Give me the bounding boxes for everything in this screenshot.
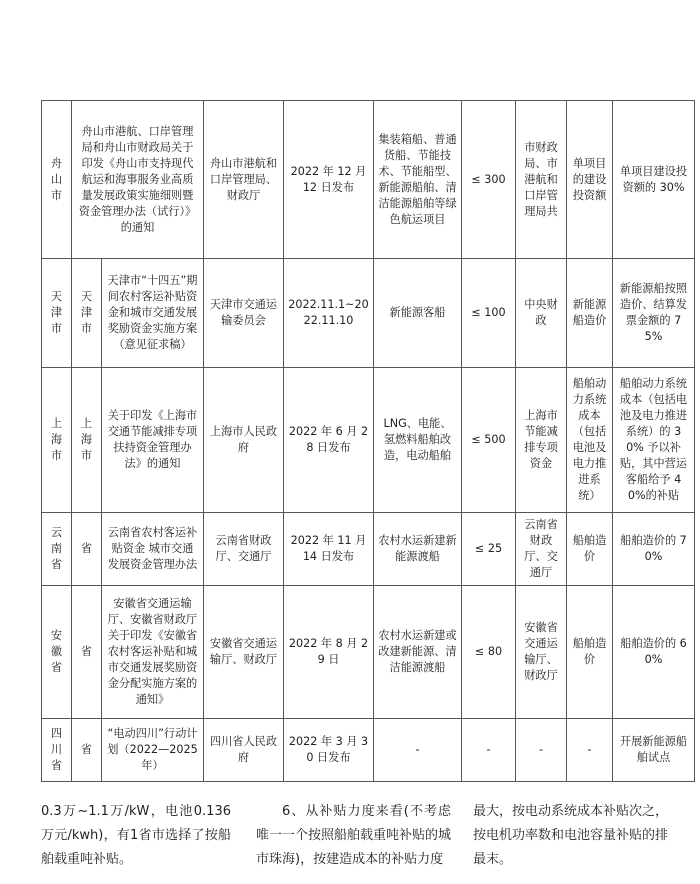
policy-cell: 安徽省交通运输厅、安徽省财政厅关于印发《安徽省农村客运补贴和城市交通发展奖励资金分配实施方案的通知》 [102,586,204,719]
level-cell: 省 [72,719,102,782]
policy-cell: 关于印发《上海市交通节能减排专项扶持资金管理办法》的通知 [102,368,204,513]
body-text-column-2: 6、从补贴力度来看(不考虑唯一一个按照船舶载重吨补贴的城市珠海)，按建造成本的补贴力度 [256,804,452,867]
amount-cell: ≤ 100 [462,259,516,368]
scope-cell: 集装箱船、普通货船、节能技术、节能船型、新能源船舶、清洁能源船舶等绿色航运项目 [374,101,462,259]
policy-cell: “电动四川”行动计划（2022—2025 年） [102,719,204,782]
source-cell: 市财政局、市港航和口岸管理局共 [516,101,567,259]
date-cell: 2022 年 6 月 28 日发布 [284,368,374,513]
region-cell: 天津市 [42,259,72,368]
issuer-cell: 上海市人民政府 [204,368,284,513]
table-row [42,368,695,513]
standard-cell: 船舶造价的 60% [613,586,695,719]
issuer-cell: 天津市交通运输委员会 [204,259,284,368]
table-row [42,719,695,782]
scope-cell: 新能源客船 [374,259,462,368]
policy-cell: 云南省农村客运补贴资金 城市交通发展资金管理办法 [102,513,204,586]
scope-cell: LNG、电能、氢燃料船舶改造，电动船舶 [374,368,462,513]
table-row [42,259,695,368]
level-cell: 天津市 [72,259,102,368]
scope-cell: - [374,719,462,782]
basis-cell: 船舶造价 [567,586,613,719]
body-text-column-3: 最大，按电动系统成本补贴次之，按电机功率数和电池容量补贴的排最末。 [473,804,669,867]
standard-cell: 船舶造价的 70% [613,513,695,586]
basis-cell: 新能源船造价 [567,259,613,368]
level-cell: 上海市 [72,368,102,513]
policy-cell: 天津市“十四五”期间农村客运补贴资金和城市交通发展奖励资金实施方案（意见征求稿） [102,259,204,368]
region-cell: 上海市 [42,368,72,513]
region-cell: 安徽省 [42,586,72,719]
issuer-cell: 云南省财政厅、交通厅 [204,513,284,586]
region-cell: 舟山市 [42,101,72,259]
standard-cell: 单项目建设投资额的 30% [613,101,695,259]
amount-cell: ≤ 500 [462,368,516,513]
scope-cell: 农村水运新建或改建新能源、清洁能源渡船 [374,586,462,719]
basis-cell: 单项目的建设投资额 [567,101,613,259]
level-cell: 省 [72,513,102,586]
standard-cell: 开展新能源船舶试点 [613,719,695,782]
policy-cell: 舟山市港航、口岸管理局和舟山市财政局关于印发《舟山市支持现代航运和海事服务业高质量发展政策实施细则暨资金管理办法（试行）》的通知 [72,101,204,259]
table-row [42,586,695,719]
body-text-column-1: 0.3万~1.1万/kW，电池0.136万元/kwh)，有1省市选择了按船舶载重吨补贴。 [41,804,231,867]
date-cell: 2022 年 12 月 12 日发布 [284,101,374,259]
date-cell: 2022 年 8 月 29 日 [284,586,374,719]
source-cell: 上海市节能减排专项资金 [516,368,567,513]
basis-cell: 船舶造价 [567,513,613,586]
date-cell: 2022 年 3 月 30 日发布 [284,719,374,782]
source-cell: 中央财政 [516,259,567,368]
issuer-cell: 四川省人民政府 [204,719,284,782]
amount-cell: ≤ 300 [462,101,516,259]
standard-cell: 新能源船按照造价、结算发票金额的 75% [613,259,695,368]
table-row [42,101,695,259]
standard-cell: 船舶动力系统成本（包括电池及电力推进系统）的 30% 予以补贴，其中营运客船给予 40%的补贴 [613,368,695,513]
issuer-cell: 舟山市港航和口岸管理局、财政厅 [204,101,284,259]
amount-cell: ≤ 25 [462,513,516,586]
region-cell: 四川省 [42,719,72,782]
basis-cell: 船舶动力系统成本（包括电池及电力推进系统） [567,368,613,513]
basis-cell: - [567,719,613,782]
source-cell: - [516,719,567,782]
scope-cell: 农村水运新建新能源渡船 [374,513,462,586]
date-cell: 2022.11.1~2022.11.10 [284,259,374,368]
table-row [42,513,695,586]
issuer-cell: 安徽省交通运输厅、财政厅 [204,586,284,719]
subsidy-policy-table [41,100,695,782]
source-cell: 安徽省交通运输厅、财政厅 [516,586,567,719]
source-cell: 云南省财政厅、交通厅 [516,513,567,586]
date-cell: 2022 年 11 月 14 日发布 [284,513,374,586]
level-cell: 省 [72,586,102,719]
region-cell: 云南省 [42,513,72,586]
amount-cell: - [462,719,516,782]
amount-cell: ≤ 80 [462,586,516,719]
